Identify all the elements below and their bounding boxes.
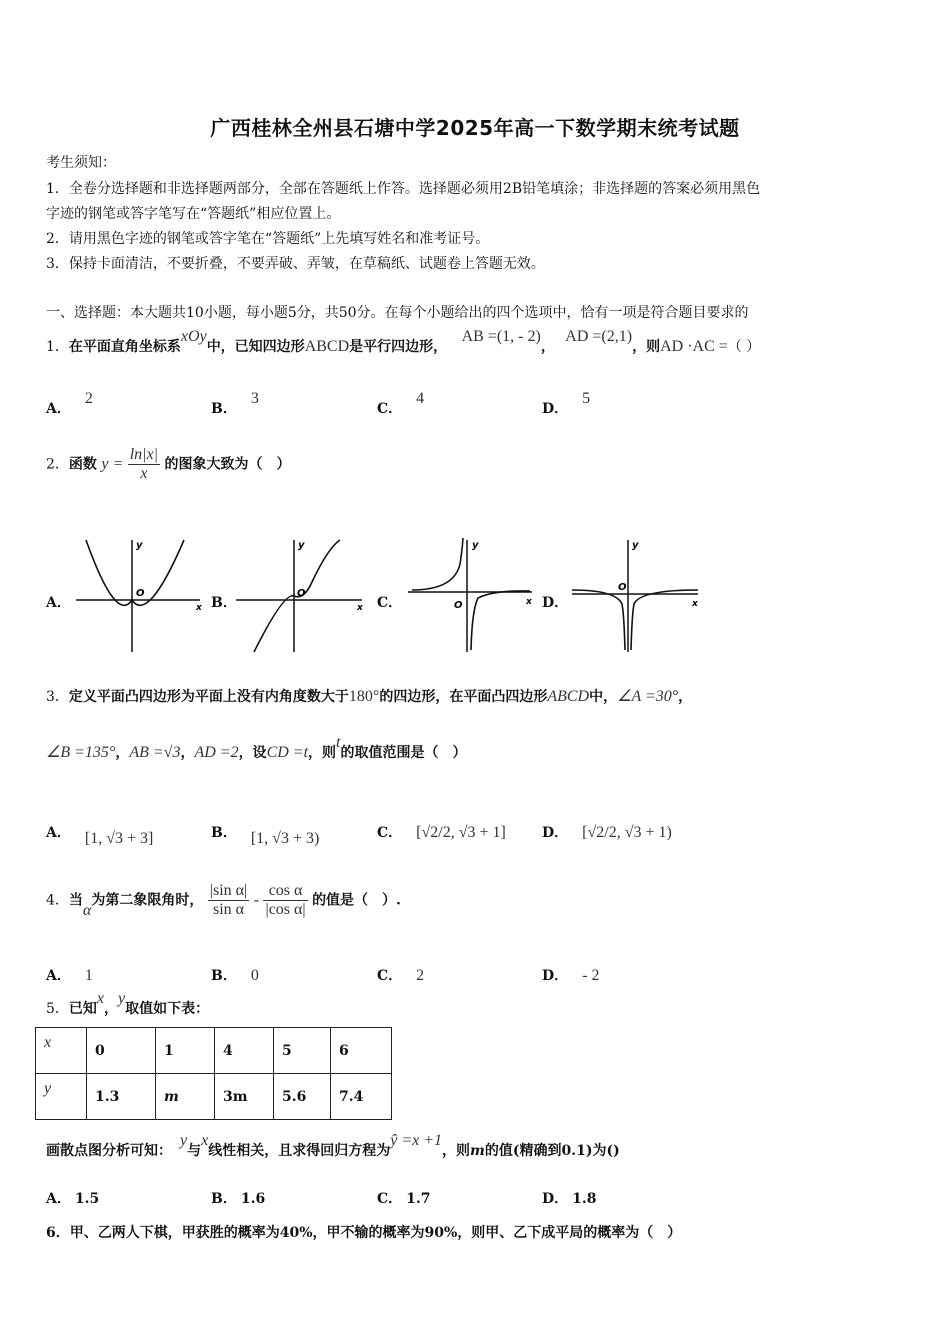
svg-text:y: y <box>632 540 639 551</box>
q1-paren: （ ） <box>727 339 761 355</box>
q2-y: y = <box>101 455 124 473</box>
notice-item-2: 2．请用黑色字迹的钢笔或答字笔在“答题纸”上先填写姓名和准考证号。 <box>46 231 490 247</box>
question-3-line-2 <box>46 734 467 762</box>
question-5-line-2 <box>46 1132 620 1160</box>
q3-text-3: 中， <box>589 689 618 705</box>
svg-text:y: y <box>472 540 479 551</box>
table-cell: 7.4 <box>331 1074 392 1120</box>
table-row <box>36 1074 392 1120</box>
q5-option-c[interactable]: C． 1.7 <box>377 1191 431 1207</box>
table-row <box>36 1028 392 1074</box>
q5-x2: x <box>201 1132 209 1149</box>
table-cell: 0 <box>87 1028 156 1074</box>
q5-text-5: 线性相关，且求得回归方程为 <box>208 1143 391 1159</box>
q2-fraction-denominator: x <box>140 465 148 482</box>
q4-text-2: 为第二象限角时， <box>91 892 204 909</box>
svg-text:x: x <box>526 597 532 607</box>
q5-option-a[interactable]: A． 1.5 <box>46 1191 100 1207</box>
q3-number: 3． <box>46 689 69 705</box>
q3-comma-1: ， <box>115 745 130 761</box>
page-title: 广西桂林全州县石塘中学2025年高一下数学期末统考试题 <box>210 116 740 140</box>
q2-text-2: 的图象大致为（ ） <box>164 456 291 473</box>
svg-text:O: O <box>454 600 463 611</box>
q1-expression: AD ·AC = <box>660 338 728 355</box>
svg-text:y: y <box>298 540 305 551</box>
q2-number: 2． <box>46 456 69 473</box>
q4-text-1: 当 <box>68 892 83 909</box>
question-4 <box>46 882 401 919</box>
q1-text-2: 中，已知四边形 <box>206 339 305 355</box>
q5-regression-equation: ŷ =x +1 <box>390 1132 443 1149</box>
q4-number: 4． <box>46 892 69 909</box>
q5-value-table <box>35 1027 392 1120</box>
q3-comma-0: ， <box>678 689 693 705</box>
notice-item-1a: 1．全卷分选择题和非选择题两部分，全部在答题纸上作答。选择题必须用2B铅笔填涂；非选择题的答案必须用黑色 <box>46 181 761 197</box>
q2-fraction-numerator: ln|x| <box>129 446 159 463</box>
notice-item-3: 3．保持卡面清洁，不要折叠，不要弄破、弄皱，在草稿纸、试题卷上答题无效。 <box>46 256 545 272</box>
q5-text-4: 与 <box>187 1143 202 1159</box>
q3-abcd: ABCD <box>547 688 590 705</box>
q3-180-degrees: 180° <box>348 688 380 705</box>
q5-option-d[interactable]: D． 1.8 <box>542 1191 597 1207</box>
q1-text-3: 是平行四边形， <box>349 339 448 355</box>
q3-ad: AD =2 <box>194 744 239 761</box>
q3-text-4: ，设 <box>238 745 267 761</box>
q5-text-3: 画散点图分析可知： <box>46 1143 172 1159</box>
q3-text-5: ，则 <box>308 745 337 761</box>
svg-text:x: x <box>692 599 698 609</box>
svg-text:O: O <box>136 588 145 599</box>
q3-option-d[interactable]: D． [√2/2, √3 + 1) <box>542 824 672 841</box>
q2-fraction <box>128 446 160 483</box>
q3-angle-a: ∠A =30° <box>617 688 679 705</box>
q4-fraction-1: $\frac{\text{|sin α|}}{\text{sin α}}$ <box>209 882 248 918</box>
table-cell: 5.6 <box>274 1074 331 1120</box>
svg-text:O: O <box>297 588 306 599</box>
q1-number: 1． <box>46 339 69 355</box>
q1-text-1: 在平面直角坐标系 <box>68 339 181 355</box>
q3-cd: CD =t <box>266 744 309 761</box>
q5-comma: ， <box>104 1001 119 1017</box>
svg-text:x: x <box>357 603 363 613</box>
table-header-y: y <box>36 1074 87 1120</box>
q5-text-1: 已知 <box>68 1001 97 1017</box>
q2-graph-b <box>236 534 366 654</box>
q2-option-d[interactable]: D． <box>542 595 569 611</box>
q3-text-2: 的四边形，在平面凸四边形 <box>379 689 548 705</box>
q1-vector-ad: AD =(2,1) <box>565 328 633 345</box>
q4-alpha: α <box>82 901 92 919</box>
q5-text-2: 取值如下表： <box>125 1001 210 1017</box>
question-6: 6．甲、乙两人下棋，甲获胜的概率为40%，甲不输的概率为90%，则甲、乙下成平局的概率为（ ） <box>46 1225 682 1241</box>
table-cell: 5 <box>274 1028 331 1074</box>
table-cell: 4 <box>215 1028 274 1074</box>
section-heading: 一、选择题：本大题共10小题，每小题5分，共50分。在每个小题给出的四个选项中，恰有一项是符合题目要求的 <box>46 305 749 321</box>
q2-option-c[interactable]: C． <box>377 595 403 611</box>
q2-option-a[interactable]: A． <box>46 595 71 611</box>
q5-text-7: 的值(精确到0.1)为() <box>484 1143 620 1159</box>
q2-text-1: 函数 <box>68 456 97 473</box>
q1-option-b[interactable]: B．3 <box>211 390 259 417</box>
q2-graph-d <box>568 534 703 654</box>
q3-text-1: 定义平面凸四边形为平面上没有内角度数大于 <box>68 689 349 705</box>
notice-item-1b: 字迹的钢笔或答字笔写在“答题纸”相应位置上。 <box>46 206 341 222</box>
q4-option-d[interactable]: D． - 2 <box>542 967 600 984</box>
q4-minus: - <box>253 891 260 909</box>
q1-option-c[interactable]: C．4 <box>377 390 425 417</box>
q5-x: x <box>96 990 105 1007</box>
q4-option-a[interactable]: A． 1 <box>46 967 93 984</box>
table-cell: 6 <box>331 1028 392 1074</box>
notice-heading: 考生须知： <box>46 155 116 171</box>
q3-text-6: 的取值范围是（ ） <box>340 745 467 761</box>
question-5 <box>46 990 210 1018</box>
q4-text-3: 的值是（ ）. <box>312 892 401 909</box>
svg-text:y: y <box>136 540 143 551</box>
q1-option-a[interactable]: A．2 <box>46 390 93 417</box>
svg-text:O: O <box>618 582 627 593</box>
table-cell: 1.3 <box>87 1074 156 1120</box>
table-cell: 1 <box>156 1028 215 1074</box>
q4-option-b[interactable]: B． 0 <box>211 967 259 984</box>
q4-fraction-2: $\frac{\text{cos α}}{\text{|cos α|}}$ <box>265 882 306 918</box>
q3-t: t <box>336 734 341 751</box>
q2-graph-a <box>76 534 206 654</box>
q4-option-c[interactable]: C． 2 <box>377 967 425 984</box>
q3-angle-b: ∠B =135° <box>46 744 116 761</box>
q3-ab: AB =√3 <box>129 744 181 761</box>
question-2 <box>46 446 291 483</box>
question-3 <box>46 686 692 706</box>
table-cell: 3m <box>215 1074 274 1120</box>
q3-comma-2: ， <box>180 745 195 761</box>
q5-text-6: ，则 <box>442 1143 471 1159</box>
table-cell: m <box>156 1074 215 1120</box>
q5-y: y <box>118 990 126 1007</box>
q1-xoy: xOy <box>180 328 207 345</box>
q3-option-b[interactable]: B． [1, √3 + 3) <box>211 825 320 847</box>
svg-text:x: x <box>196 603 202 613</box>
q3-option-a[interactable]: A． [1, √3 + 3] <box>46 825 154 847</box>
q2-option-b[interactable]: B． <box>211 595 237 611</box>
q1-option-d[interactable]: D．5 <box>542 390 591 417</box>
q2-graph-c <box>404 534 534 654</box>
q5-option-b[interactable]: B． 1.6 <box>211 1191 266 1207</box>
table-header-x: x <box>36 1028 87 1074</box>
q1-vector-ab: AB =(1, - 2) <box>461 328 541 345</box>
q3-option-c[interactable]: C． [√2/2, √3 + 1] <box>377 824 506 841</box>
q1-abcd: ABCD <box>304 338 350 355</box>
q5-number: 5． <box>46 1001 69 1017</box>
q5-m: m <box>470 1143 485 1159</box>
q1-comma: ， <box>540 339 555 355</box>
question-1 <box>46 328 761 356</box>
q5-y2: y <box>180 1132 188 1149</box>
q1-text-4: ，则 <box>632 339 661 355</box>
